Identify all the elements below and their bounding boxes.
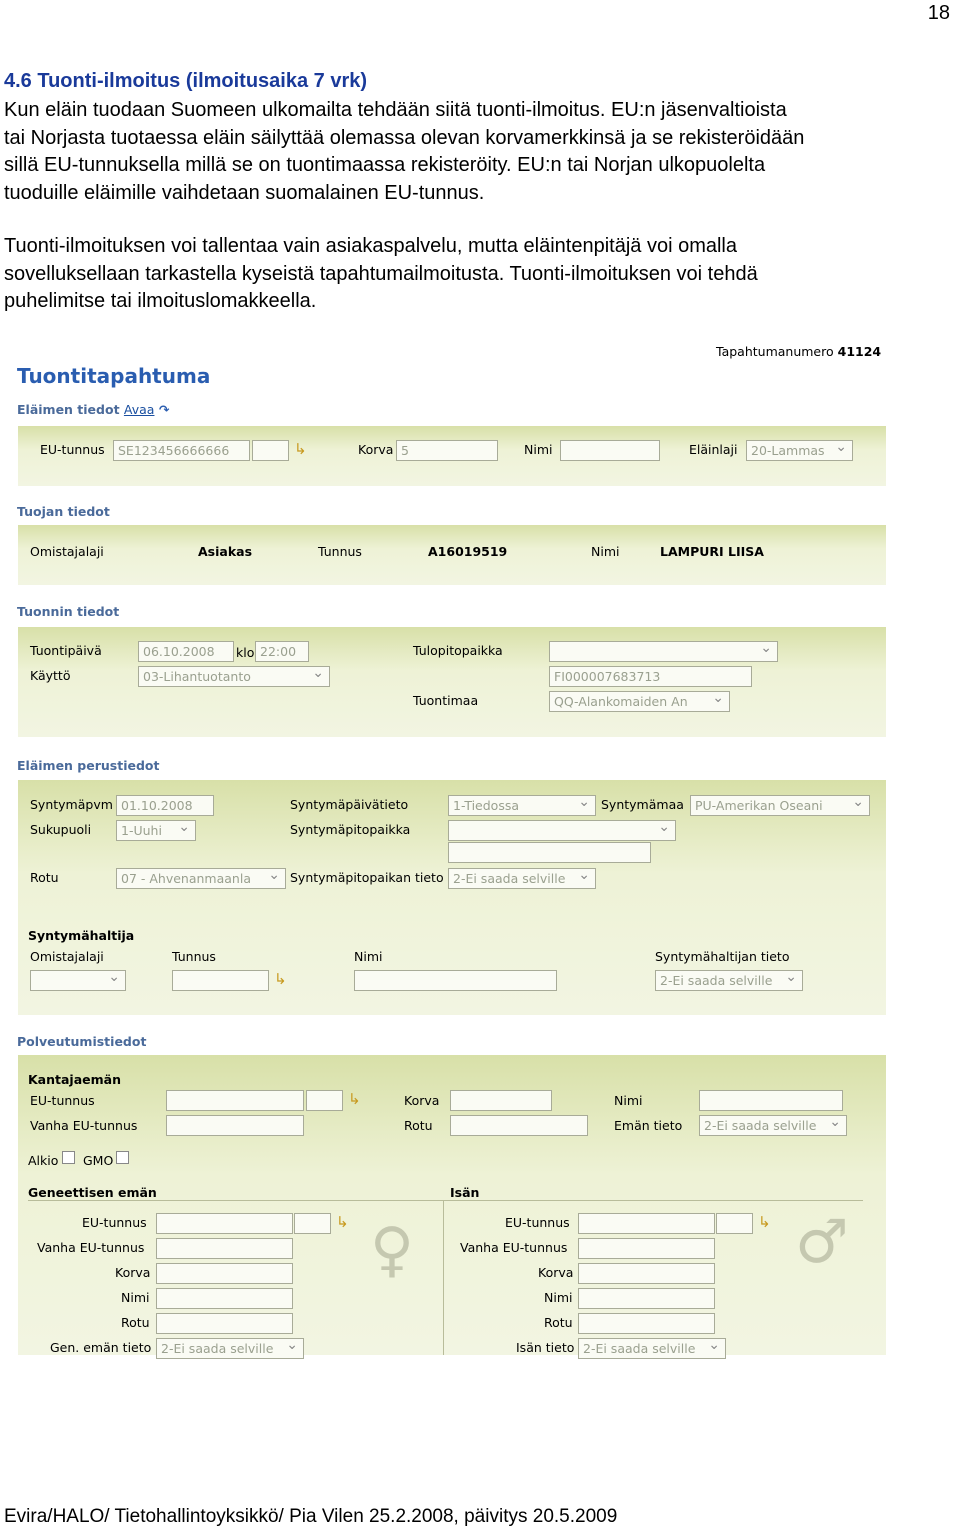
sire-old-eu-label: Vanha EU-tunnus: [460, 1240, 568, 1255]
carrier-name-input[interactable]: [699, 1090, 843, 1111]
holder-owner-type-select[interactable]: [30, 970, 126, 991]
birth-country-select[interactable]: PU-Amerikan Oseani ⌄: [690, 795, 870, 816]
lookup-arrow-icon[interactable]: ↳: [274, 970, 287, 988]
sire-old-eu-input[interactable]: [578, 1238, 715, 1259]
birthplace-info-select[interactable]: 2-Ei saada selville ⌄: [448, 868, 596, 889]
gdam-eu-suffix-input[interactable]: [294, 1213, 331, 1234]
breed-label: Rotu: [30, 870, 59, 885]
lookup-arrow-icon[interactable]: ↳: [336, 1213, 349, 1231]
basic-section-title: Eläimen perustiedot: [17, 758, 160, 773]
paragraph-intro: Kun eläin tuodaan Suomeen ulkomailta tehdään siitä tuonti-ilmoitus. EU:n jäsenvaltioista tai Norjasta tuotaessa eläin säilyttää olemassa olevan korvamerkkinsä ja se rekisteröidään sillä EU-tunnuksella millä se on tuontimaassa rekisteröity. EU:n tai Norjan ulkopuolelta tuoduille eläimille vaihdetaan suomalainen EU-tunnus.: [4, 99, 805, 204]
embryo-label: Alkio: [28, 1153, 59, 1168]
page-number: 18: [927, 2, 950, 24]
carrier-breed-label: Rotu: [404, 1118, 433, 1133]
holding-select[interactable]: [549, 641, 778, 662]
sire-korva-label: Korva: [538, 1265, 574, 1280]
eu-suffix-input[interactable]: [252, 440, 289, 461]
birthplace-info-label: Syntymäpitopaikan tieto: [290, 870, 444, 885]
lookup-arrow-icon[interactable]: ↳: [758, 1213, 771, 1231]
birthdate-info-label: Syntymäpäivätieto: [290, 797, 409, 812]
importer-section-title: Tuojan tiedot: [17, 504, 110, 519]
sire-title: Isän: [450, 1185, 480, 1200]
holder-id-label: Tunnus: [172, 949, 216, 964]
owner-type-label: Omistajalaji: [30, 544, 104, 559]
holder-id-input[interactable]: [172, 970, 269, 991]
lookup-arrow-icon[interactable]: ↳: [294, 440, 307, 458]
sire-korva-input[interactable]: [578, 1263, 715, 1284]
carrier-name-label: Nimi: [614, 1093, 643, 1108]
sire-eu-input[interactable]: [578, 1213, 715, 1234]
time-label: klo: [236, 645, 255, 660]
birthdate-info-select[interactable]: 1-Tiedossa ⌄: [448, 795, 596, 816]
importer-name-value: LAMPURI LIISA: [660, 544, 764, 559]
owner-type-value: Asiakas: [198, 544, 253, 559]
gdam-old-eu-label: Vanha EU-tunnus: [37, 1240, 145, 1255]
gdam-name-label: Nimi: [121, 1290, 150, 1305]
form-title: Tuontitapahtuma: [17, 364, 211, 388]
sire-breed-label: Rotu: [544, 1315, 573, 1330]
birthdate-label: Syntymäpvm: [30, 797, 113, 812]
section-heading: 4.6 Tuonti-ilmoitus (ilmoitusaika 7 vrk): [4, 70, 368, 92]
male-icon: ♂: [795, 1207, 849, 1277]
gdam-breed-input[interactable]: [156, 1313, 293, 1334]
holder-info-label: Syntymähaltijan tieto: [655, 949, 790, 964]
genetic-dam-title: Geneettisen emän: [28, 1185, 157, 1200]
importer-name-label: Nimi: [591, 544, 620, 559]
usage-label: Käyttö: [30, 668, 71, 683]
breed-select[interactable]: 07 - Ahvenanmaanla ⌄: [116, 868, 286, 889]
birth-country-label: Syntymämaa: [601, 797, 684, 812]
sex-select[interactable]: 1-Uuhi ⌄: [116, 820, 196, 841]
birthdate-input[interactable]: 01.10.2008: [116, 795, 214, 816]
birthplace-select[interactable]: [448, 820, 676, 841]
holder-name-label: Nimi: [354, 949, 383, 964]
species-label: Eläinlaji: [689, 442, 738, 457]
import-section-title: Tuonnin tiedot: [17, 604, 120, 619]
name-input[interactable]: [560, 440, 660, 461]
sire-info-select[interactable]: 2-Ei saada selville ⌄: [578, 1338, 726, 1359]
sex-label: Sukupuoli: [30, 822, 92, 837]
sire-name-input[interactable]: [578, 1288, 715, 1309]
carrier-eu-label: EU-tunnus: [30, 1093, 95, 1108]
carrier-korva-label: Korva: [404, 1093, 440, 1108]
import-country-select[interactable]: QQ-Alankomaiden An ⌄: [549, 691, 730, 712]
carrier-eu-suffix-input[interactable]: [306, 1090, 343, 1111]
carrier-old-eu-input[interactable]: [166, 1115, 304, 1136]
dam-info-select[interactable]: 2-Ei saada selville ⌄: [699, 1115, 847, 1136]
birthplace-label: Syntymäpitopaikka: [290, 822, 411, 837]
importer-id-label: Tunnus: [318, 544, 362, 559]
carrier-title: Kantajaemän: [28, 1072, 121, 1087]
sire-eu-label: EU-tunnus: [505, 1215, 570, 1230]
holder-name-input[interactable]: [354, 970, 557, 991]
usage-select[interactable]: 03-Lihantuotanto ⌄: [138, 666, 330, 687]
korva-label: Korva: [358, 442, 394, 457]
import-date-label: Tuontipäivä: [30, 643, 102, 658]
female-icon: ♀: [370, 1215, 414, 1285]
sire-breed-input[interactable]: [578, 1313, 715, 1334]
carrier-eu-input[interactable]: [166, 1090, 304, 1111]
carrier-korva-input[interactable]: [450, 1090, 552, 1111]
open-link[interactable]: Avaa: [123, 402, 155, 417]
lookup-arrow-icon[interactable]: ↳: [348, 1090, 361, 1108]
import-date-input[interactable]: 06.10.2008: [138, 641, 234, 662]
gdam-eu-input[interactable]: [156, 1213, 293, 1234]
carrier-breed-input[interactable]: [450, 1115, 588, 1136]
gdam-korva-label: Korva: [115, 1265, 151, 1280]
carrier-old-eu-label: Vanha EU-tunnus: [30, 1118, 138, 1133]
embryo-checkbox[interactable]: [62, 1151, 75, 1164]
animal-section-title: Eläimen tiedot Avaa ↷: [17, 402, 170, 417]
holder-owner-type-label: Omistajalaji: [30, 949, 104, 964]
holding-label: Tulopitopaikka: [413, 643, 503, 658]
gdam-breed-label: Rotu: [121, 1315, 150, 1330]
sire-info-label: Isän tieto: [516, 1340, 575, 1355]
gdam-old-eu-input[interactable]: [156, 1238, 293, 1259]
sire-name-label: Nimi: [544, 1290, 573, 1305]
import-event-screenshot: [0, 340, 900, 1360]
importer-id-value: A16019519: [428, 544, 508, 559]
sire-eu-suffix-input[interactable]: [716, 1213, 753, 1234]
korva-input[interactable]: 5: [396, 440, 498, 461]
pedigree-divider: [443, 1200, 444, 1355]
dam-info-label: Emän tieto: [614, 1118, 683, 1133]
holder-info-select[interactable]: 2-Ei saada selville ⌄: [655, 970, 803, 991]
pedigree-section-title: Polveutumistiedot: [17, 1034, 147, 1049]
gmo-checkbox[interactable]: [116, 1151, 129, 1164]
gdam-info-select[interactable]: 2-Ei saada selville ⌄: [156, 1338, 304, 1359]
refresh-icon[interactable]: ↷: [158, 402, 170, 417]
page-footer: Evira/HALO/ Tietohallintoyksikkö/ Pia Vilen 25.2.2008, päivitys 20.5.2009: [4, 1506, 618, 1527]
gdam-info-label: Gen. emän tieto: [50, 1340, 152, 1355]
birthplace-id-input[interactable]: [448, 842, 651, 863]
gdam-eu-label: EU-tunnus: [82, 1215, 147, 1230]
eu-input[interactable]: SE123456666666: [113, 440, 250, 461]
name-label: Nimi: [524, 442, 553, 457]
species-select[interactable]: 20-Lammas ⌄: [746, 440, 853, 461]
gdam-korva-input[interactable]: [156, 1263, 293, 1284]
gmo-label: GMO: [83, 1153, 114, 1168]
gdam-name-input[interactable]: [156, 1288, 293, 1309]
pedigree-rule: [28, 1200, 863, 1201]
import-time-input[interactable]: 22:00: [255, 641, 309, 662]
paragraph-permissions: Tuonti-ilmoituksen voi tallentaa vain asiakaspalvelu, mutta eläintenpitäjä voi omalla sovelluksellaan tarkastella kyseistä tapahtumailmoitusta. Tuonti-ilmoituksen voi tehdä puhelimitse tai ilmoituslomakkeella.: [4, 235, 758, 312]
event-number: Tapahtumanumero 41124: [716, 344, 882, 359]
holding-id-input[interactable]: FI000007683713: [549, 666, 752, 687]
birth-holder-title: Syntymähaltija: [28, 928, 135, 943]
import-country-label: Tuontimaa: [413, 693, 479, 708]
eu-label: EU-tunnus: [40, 442, 105, 457]
